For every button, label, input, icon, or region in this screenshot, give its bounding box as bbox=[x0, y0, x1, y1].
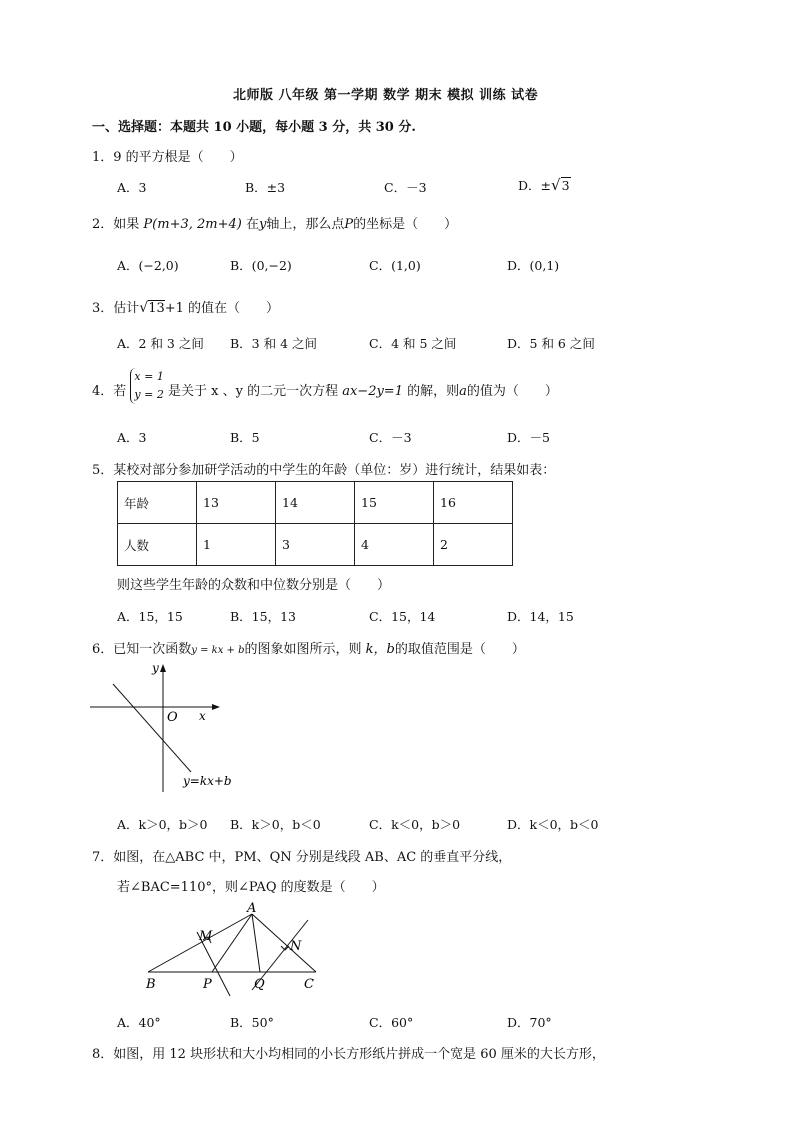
q3-text-1: 3．估计 bbox=[92, 301, 140, 316]
question-6-stem bbox=[92, 638, 525, 657]
table-row bbox=[118, 482, 513, 524]
question-8-stem: 8．如图，用 12 块形状和大小均相同的小长方形纸片拼成一个宽是 60 厘米的大长方形， bbox=[92, 1047, 605, 1062]
vertex-b-label: B bbox=[146, 977, 156, 992]
q1-option-b: B．±3 bbox=[245, 180, 286, 195]
q4-option-c: C．－3 bbox=[369, 430, 412, 445]
q5-option-d: D．14，15 bbox=[507, 609, 574, 624]
table-cell: 4 bbox=[355, 524, 434, 566]
point-n-label: N bbox=[290, 939, 302, 954]
q6-text-3: 的取值范围是（ ） bbox=[394, 642, 525, 657]
vertex-a-label: A bbox=[247, 901, 257, 916]
q4-text-3: 的解，则 bbox=[407, 384, 460, 399]
q4-option-d: D．－5 bbox=[507, 430, 550, 445]
q5-option-b: B．15，13 bbox=[230, 609, 296, 624]
segment-aq bbox=[252, 914, 260, 972]
q6-option-a: A．k＞0，b＞0 bbox=[117, 817, 208, 832]
q6-kb: k，b bbox=[365, 642, 395, 657]
q4-text-4: 的值为（ ） bbox=[466, 384, 558, 399]
q5-option-c: C．15，14 bbox=[369, 609, 436, 624]
q2-text-4: 的坐标是（ ） bbox=[353, 217, 458, 232]
vertex-c-label: C bbox=[304, 977, 314, 992]
q6-function: y = kx + b bbox=[191, 645, 245, 656]
table-cell: 14 bbox=[276, 482, 355, 524]
table-cell: 2 bbox=[434, 524, 513, 566]
q2-text-1: 2．如果 bbox=[92, 217, 140, 232]
table-cell: 1 bbox=[197, 524, 276, 566]
q7-option-d: D．70° bbox=[507, 1015, 552, 1030]
q6-option-d: D．k＜0，b＜0 bbox=[507, 817, 599, 832]
table-cell: 人数 bbox=[118, 524, 197, 566]
table-cell: 3 bbox=[276, 524, 355, 566]
table-cell: 13 bbox=[197, 482, 276, 524]
q4-equation: ax−2y=1 bbox=[342, 384, 403, 399]
point-p-label: P bbox=[203, 977, 212, 992]
question-1-stem: 1．9 的平方根是（ ） bbox=[92, 150, 243, 165]
q2-text-2: 在 bbox=[245, 217, 259, 232]
q5-option-a: A．15，15 bbox=[117, 609, 183, 624]
q4-eq2: y = 2 bbox=[134, 388, 164, 401]
q7-option-b: B．50° bbox=[230, 1015, 274, 1030]
table-cell: 15 bbox=[355, 482, 434, 524]
page-title: 北师版 八年级 第一学期 数学 期末 模拟 训练 试卷 bbox=[233, 88, 539, 103]
section-heading: 一、选择题：本题共 10 小题，每小题 3 分，共 30 分. bbox=[92, 120, 416, 135]
age-table bbox=[117, 481, 513, 566]
q7-condition: 若∠BAC=110°，则∠PAQ 的度数是（ ） bbox=[117, 880, 385, 895]
origin-label: O bbox=[167, 710, 178, 725]
question-7-stem: 7．如图，在△ABC 中，PM、QN 分别是线段 AB、AC 的垂直平分线， bbox=[92, 850, 512, 865]
table-row bbox=[118, 524, 513, 566]
q2-point-expression: P(m+3, 2m+4) bbox=[143, 217, 242, 232]
q6-text-1: 6．已知一次函数 bbox=[92, 642, 192, 657]
q2-option-b: B．(0,−2) bbox=[230, 258, 292, 273]
sqrt-symbol: √ bbox=[551, 176, 561, 194]
q2-option-d: D．(0,1) bbox=[507, 258, 560, 273]
q2-text-3: 轴上，那么点 bbox=[266, 217, 345, 232]
q1-option-c: C．－3 bbox=[384, 180, 427, 195]
q2-option-a: A．(−2,0) bbox=[117, 258, 179, 273]
point-q-label: Q bbox=[254, 977, 265, 992]
question-5-stem: 5．某校对部分参加研学活动的中学生的年龄（单位：岁）进行统计，结果如表： bbox=[92, 463, 556, 478]
q2-option-c: C．(1,0) bbox=[369, 258, 421, 273]
q7-option-c: C．60° bbox=[369, 1015, 414, 1030]
table-cell: 年龄 bbox=[118, 482, 197, 524]
function-line-label: y=kx+b bbox=[183, 774, 232, 788]
q6-option-b: B．k＞0，b＜0 bbox=[230, 817, 321, 832]
q3-option-a: A．2 和 3 之间 bbox=[117, 336, 204, 351]
triangle-figure bbox=[140, 900, 330, 1000]
q1-option-a: A．3 bbox=[117, 180, 147, 195]
q2-y-var: y bbox=[259, 217, 267, 232]
y-axis-label: y bbox=[152, 661, 159, 675]
q6-text-2: 的图象如图所示，则 bbox=[244, 642, 362, 657]
question-2-stem bbox=[92, 213, 457, 232]
q4-a-var: a bbox=[459, 384, 467, 399]
q7-option-a: A．40° bbox=[117, 1015, 161, 1030]
function-line bbox=[113, 684, 191, 772]
q1-option-d bbox=[518, 176, 571, 194]
q6-option-c: C．k＜0，b＞0 bbox=[369, 817, 461, 832]
q4-option-a: A．3 bbox=[117, 430, 147, 445]
q3-radicand: 13 bbox=[148, 301, 165, 316]
q3-option-d: D．5 和 6 之间 bbox=[507, 336, 595, 351]
q4-option-b: B．5 bbox=[230, 430, 260, 445]
x-axis-arrow-icon bbox=[212, 704, 220, 710]
segment-ap bbox=[212, 914, 252, 972]
question-3-stem bbox=[92, 297, 279, 316]
q4-eq1: x = 1 bbox=[134, 370, 164, 383]
q1-option-d-prefix: D．± bbox=[518, 178, 551, 193]
x-axis-label: x bbox=[199, 709, 206, 723]
q3-option-b: B．3 和 4 之间 bbox=[230, 336, 318, 351]
q1-option-d-radicand: 3 bbox=[561, 178, 570, 193]
q4-text-1: 4．若 bbox=[92, 384, 127, 399]
q3-option-c: C．4 和 5 之间 bbox=[369, 336, 457, 351]
point-m-label: M bbox=[199, 929, 213, 944]
question-4-stem bbox=[92, 368, 558, 412]
q2-p-var: P bbox=[344, 217, 354, 232]
y-axis-arrow-icon bbox=[160, 664, 166, 672]
table-cell: 16 bbox=[434, 482, 513, 524]
sqrt-symbol: √ bbox=[139, 300, 149, 316]
q3-text-2: +1 的值在（ ） bbox=[164, 301, 280, 316]
q4-system bbox=[130, 368, 163, 404]
q4-text-2: 是关于 x 、y 的二元一次方程 bbox=[168, 384, 339, 399]
linear-function-graph bbox=[88, 660, 238, 800]
q5-follow-up: 则这些学生年龄的众数和中位数分别是（ ） bbox=[117, 578, 391, 593]
